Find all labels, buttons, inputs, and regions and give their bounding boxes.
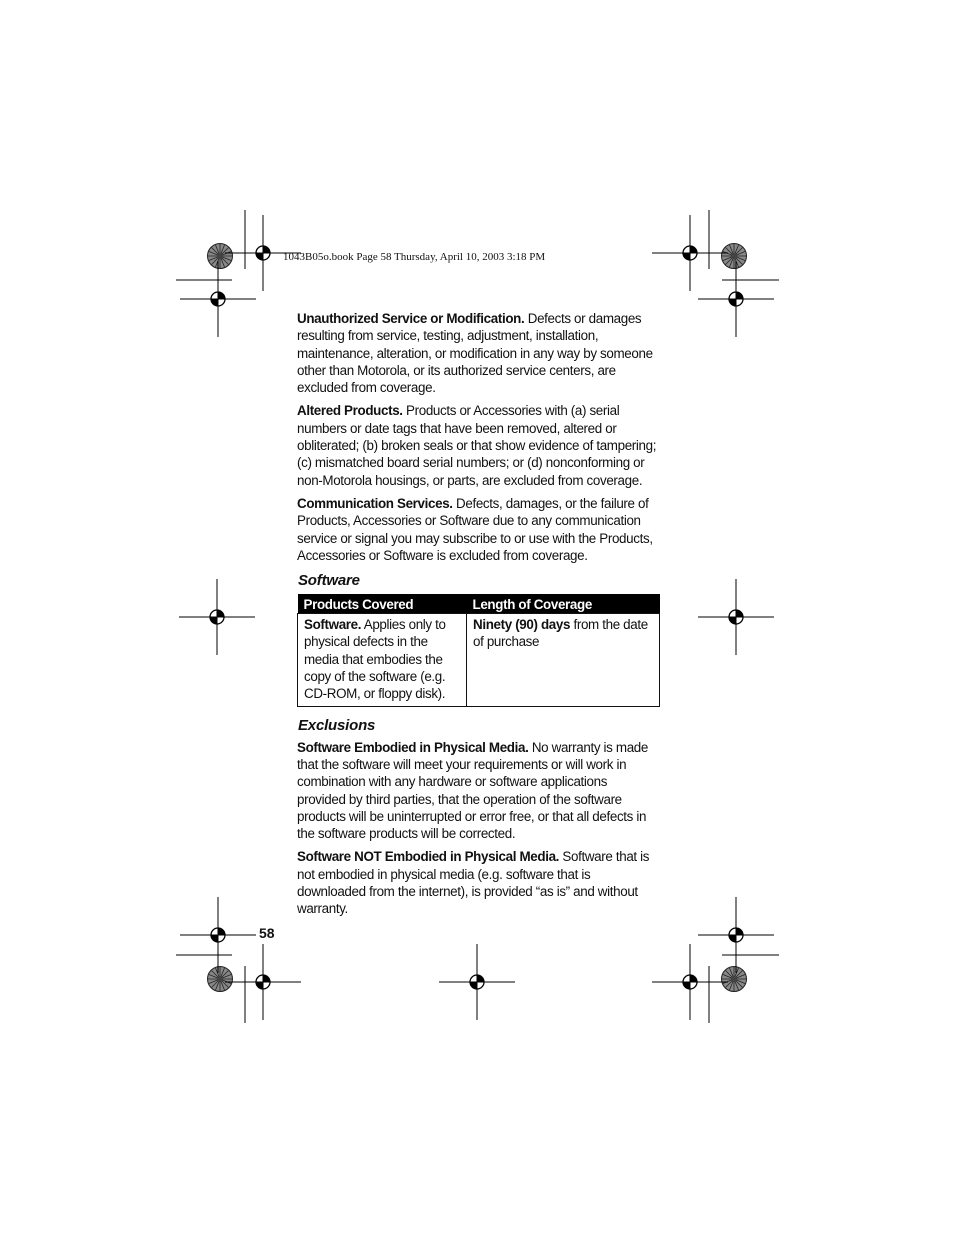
print-info-header: 1043B05o.book Page 58 Thursday, April 10, 2003 3:18 PM bbox=[283, 251, 546, 263]
altered-heading: Altered Products. bbox=[297, 403, 403, 419]
cell-length bbox=[467, 614, 660, 706]
not-embodied-heading: Software NOT Embodied in Physical Media. bbox=[297, 849, 560, 865]
not-embodied-paragraph bbox=[297, 848, 659, 917]
exclusions-heading: Exclusions bbox=[298, 716, 376, 734]
embodied-heading: Software Embodied in Physical Media. bbox=[297, 739, 529, 755]
software-heading: Software bbox=[298, 572, 360, 590]
page-number: 58 bbox=[259, 925, 275, 941]
length-description: from the date of purchase bbox=[473, 617, 648, 650]
communication-paragraph bbox=[297, 495, 659, 564]
altered-text: Products or Accessories with (a) serial numbers or date tags that have been removed, altered or obliterated; (b) broken seals or that show evidence of tampering; (c) mismatched board serial numbers; or (d) nonconforming or non-Motorola housings, or parts, are excluded from coverage. bbox=[297, 403, 657, 488]
altered-paragraph bbox=[297, 402, 659, 488]
coverage-table-header-row bbox=[298, 594, 660, 614]
embodied-text: No warranty is made that the software will meet your requirements or will work in combination with any hardware or software applications provided by third parties, that the operation of the software products will be uninterrupted or error free, or that all defects in the software products will be corrected. bbox=[297, 739, 648, 842]
product-label: Software. bbox=[304, 617, 362, 633]
length-label: Ninety (90) days bbox=[473, 617, 571, 633]
product-description: Applies only to physical defects in the media that embodies the copy of the software (e.g. CD-ROM, or floppy disk). bbox=[304, 617, 446, 702]
cell-product bbox=[298, 614, 467, 706]
communication-text: Defects, damages, or the failure of Products, Accessories or Software due to any communication service or signal you may subscribe to or use with the Products, Accessories or Software is excluded from coverage. bbox=[297, 495, 653, 563]
unauthorized-text: Defects or damages resulting from service, testing, adjustment, installation, maintenance, alteration, or modification in any way by someone other than Motorola, or its authorized service centers, are excluded from coverage. bbox=[297, 311, 653, 396]
unauthorized-heading: Unauthorized Service or Modification. bbox=[297, 311, 525, 326]
unauthorized-paragraph bbox=[297, 310, 659, 396]
col-header-products: Products Covered bbox=[298, 594, 467, 614]
col-header-length: Length of Coverage bbox=[467, 594, 660, 614]
communication-heading: Communication Services. bbox=[297, 495, 453, 511]
table-row bbox=[298, 614, 660, 706]
coverage-table bbox=[297, 594, 660, 706]
page-content bbox=[297, 310, 659, 924]
embodied-paragraph bbox=[297, 739, 659, 843]
not-embodied-text: Software that is not embodied in physical media (e.g. software that is downloaded from the internet), is provided “as is” and without warranty. bbox=[297, 849, 650, 917]
